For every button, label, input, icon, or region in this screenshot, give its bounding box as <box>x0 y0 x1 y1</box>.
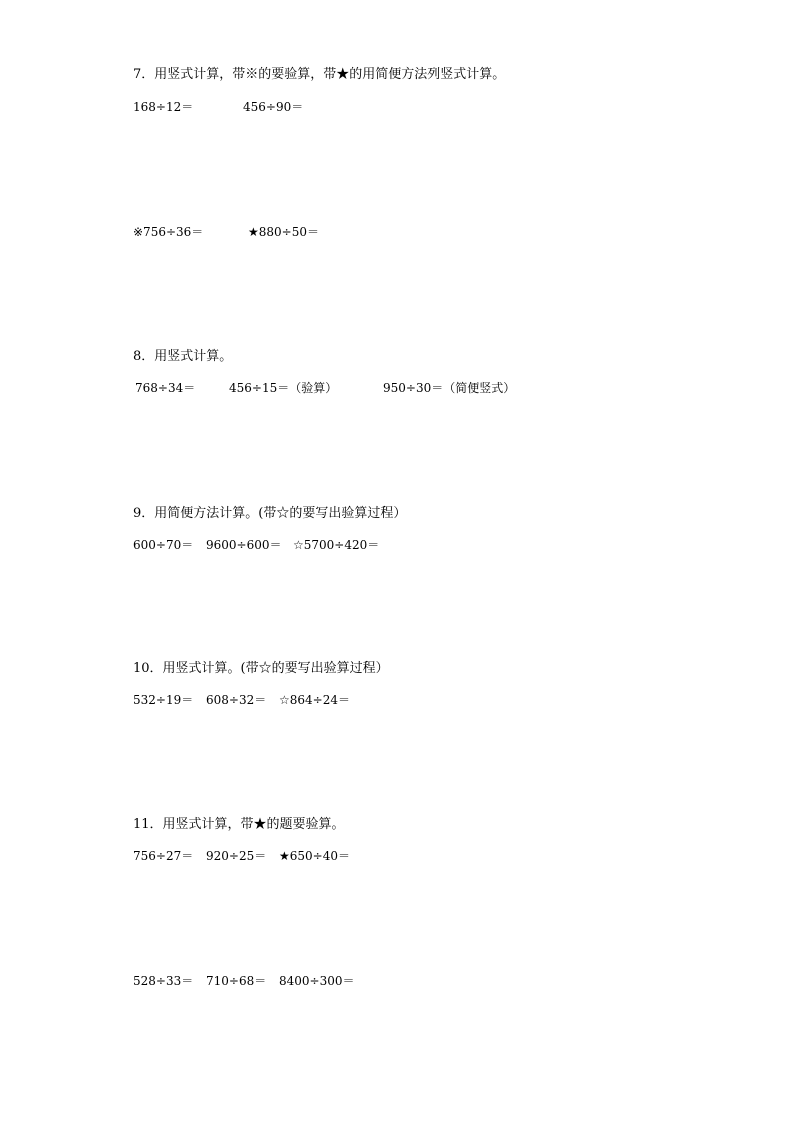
question-10-expr-1: 532÷19＝ <box>133 693 194 707</box>
question-9-title: 9．用简便方法计算。(带☆的要写出验算过程） <box>133 506 407 521</box>
question-11-expr-2: 920÷25＝ <box>206 849 267 863</box>
question-11-expr-5: 710÷68＝ <box>206 974 267 988</box>
question-11-expr-6: 8400÷300＝ <box>279 974 355 988</box>
question-8-expr-2: 456÷15＝（验算） <box>229 381 338 395</box>
question-10-title: 10．用竖式计算。(带☆的要写出验算过程） <box>133 661 389 676</box>
question-7-expr-4: ★880÷50＝ <box>248 225 319 239</box>
question-9-expr-2: 9600÷600＝ <box>206 538 282 552</box>
question-11-expr-4: 528÷33＝ <box>133 974 194 988</box>
question-9-expr-3: ☆5700÷420＝ <box>293 538 380 552</box>
question-11-title: 11．用竖式计算，带★的题要验算。 <box>133 817 345 832</box>
question-10-expr-3: ☆864÷24＝ <box>279 693 350 707</box>
question-7-expr-1: 168÷12＝ <box>133 100 194 114</box>
question-8-expr-3: 950÷30＝（简便竖式） <box>383 381 516 395</box>
question-11-expr-3: ★650÷40＝ <box>279 849 350 863</box>
question-7-expr-3: ※756÷36＝ <box>133 225 204 239</box>
question-8-expr-1: 768÷34＝ <box>135 381 196 395</box>
question-7-title: 7．用竖式计算，带※的要验算，带★的用简便方法列竖式计算。 <box>133 67 506 82</box>
question-10-expr-2: 608÷32＝ <box>206 693 267 707</box>
question-9-expr-1: 600÷70＝ <box>133 538 194 552</box>
question-8-title: 8．用竖式计算。 <box>133 349 233 364</box>
question-11-expr-1: 756÷27＝ <box>133 849 194 863</box>
question-7-expr-2: 456÷90＝ <box>243 100 304 114</box>
